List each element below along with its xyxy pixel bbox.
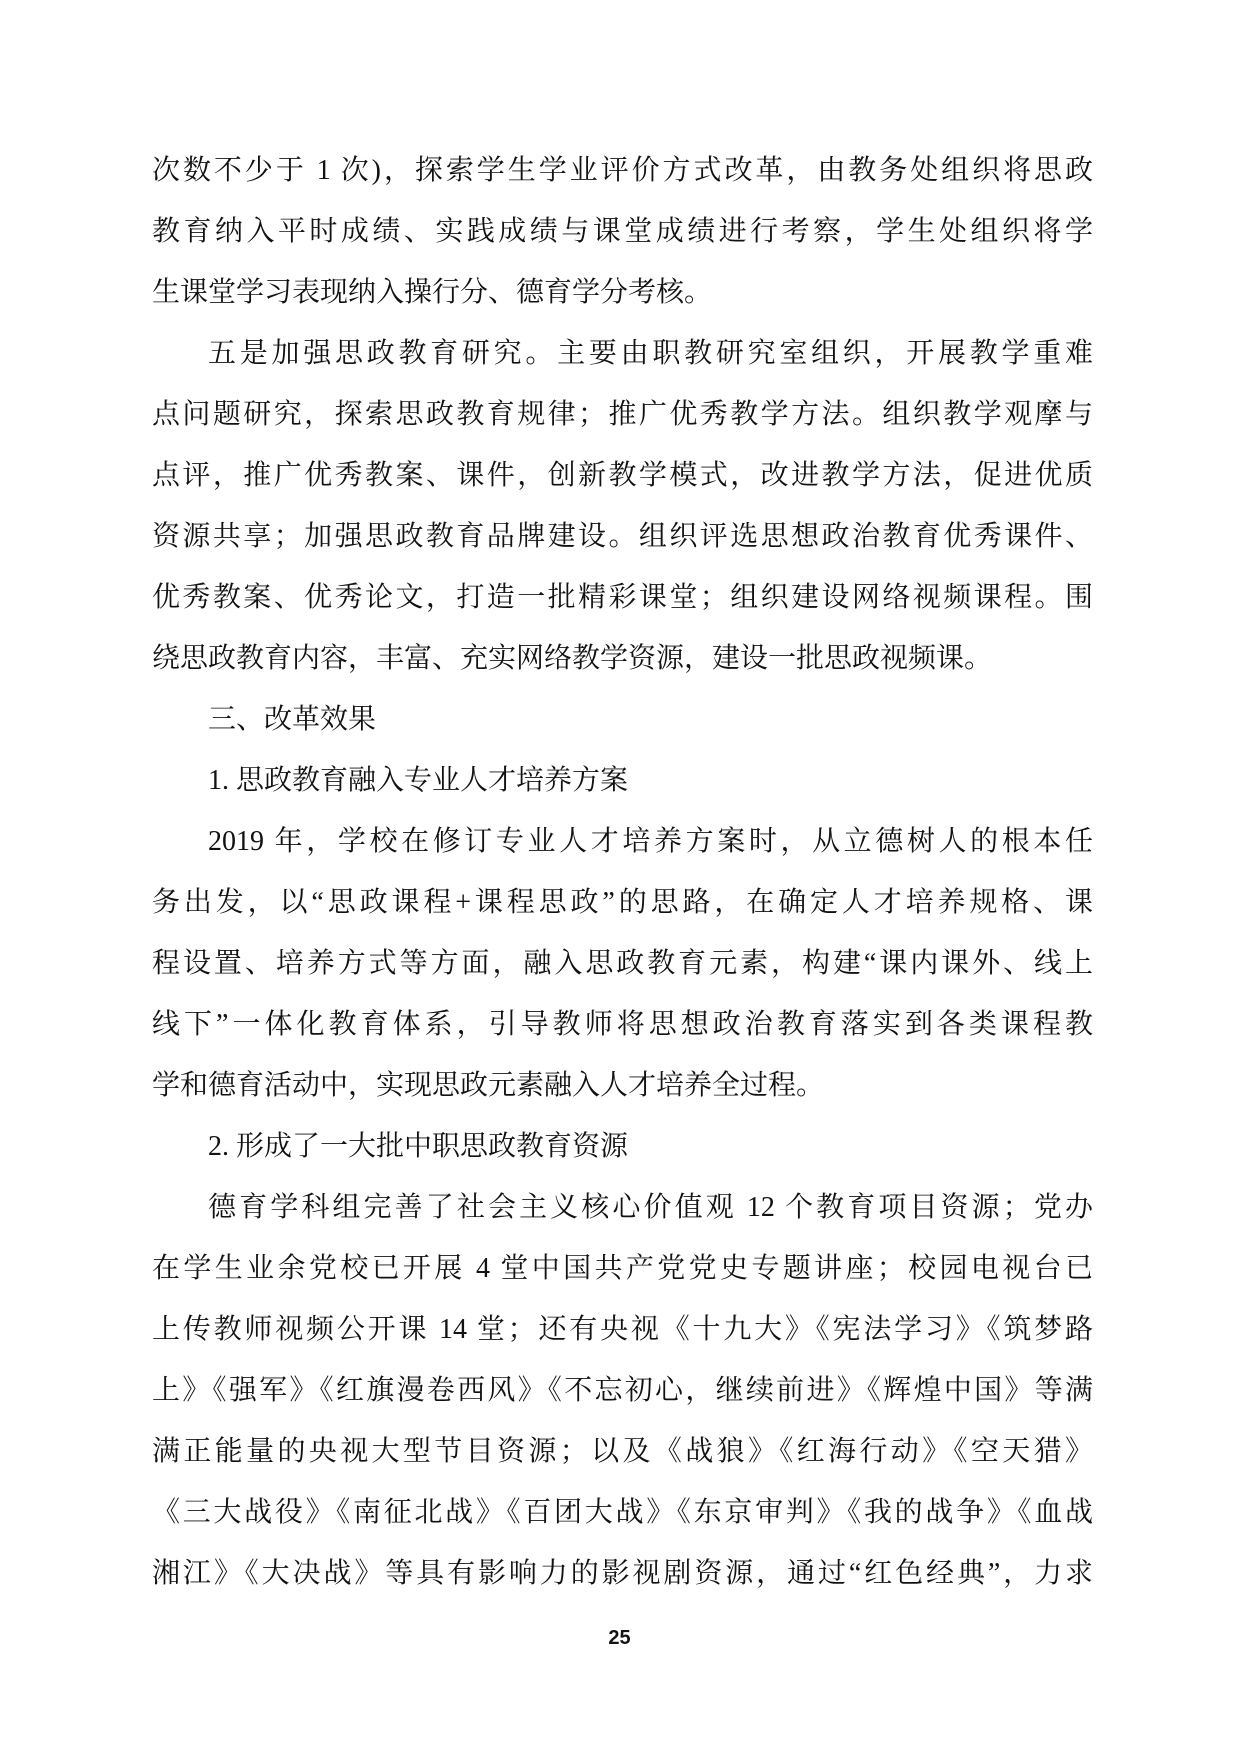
text-line: 资源共享；加强思政教育品牌建设。组织评选思想政治教育优秀课件、 [152, 521, 1093, 552]
text-line: 程设置、培养方式等方面，融入思政教育元素，构建“课内课外、线上 [152, 948, 1093, 979]
text-line: 教育纳入平时成绩、实践成绩与课堂成绩进行考察，学生处组织将学 [152, 216, 1093, 247]
text-line: 点问题研究，探索思政教育规律；推广优秀教学方法。组织教学观摩与 [152, 399, 1093, 430]
document-text-block [152, 140, 1093, 1604]
text-line: 次数不少于 1 次)，探索学生学业评价方式改革，由教务处组织将思政 [152, 155, 1093, 186]
text-line: 2019 年，学校在修订专业人才培养方案时，从立德树人的根本任 [208, 826, 1093, 857]
text-line: 五是加强思政教育研究。主要由职教研究室组织，开展教学重难 [208, 338, 1093, 369]
text-line: 点评，推广优秀教案、课件，创新教学模式，改进教学方法，促进优质 [152, 460, 1093, 491]
text-line: 满正能量的央视大型节目资源；以及《战狼》《红海行动》《空天猎》 [152, 1436, 1093, 1467]
text-line: 德育学科组完善了社会主义核心价值观 12 个教育项目资源；党办 [208, 1192, 1093, 1223]
text-line: 上传教师视频公开课 14 堂；还有央视《十九大》《宪法学习》《筑梦路 [152, 1314, 1093, 1345]
subsection-heading: 2. 形成了一大批中职思政教育资源 [208, 1131, 629, 1162]
text-line: 学和德育活动中，实现思政元素融入人才培养全过程。 [152, 1070, 825, 1101]
text-line: 在学生业余党校已开展 4 堂中国共产党党史专题讲座；校园电视台已 [152, 1253, 1093, 1284]
section-heading: 三、改革效果 [208, 704, 377, 735]
text-line: 优秀教案、优秀论文，打造一批精彩课堂；组织建设网络视频课程。围 [152, 582, 1093, 613]
text-line: 《三大战役》《南征北战》《百团大战》《东京审判》《我的战争》《血战 [152, 1497, 1093, 1528]
text-line: 务出发，以“思政课程+课程思政”的思路，在确定人才培养规格、课 [152, 887, 1093, 918]
text-line: 线下”一体化教育体系，引导教师将思想政治教育落实到各类课程教 [152, 1009, 1093, 1040]
subsection-heading: 1. 思政教育融入专业人才培养方案 [208, 765, 629, 796]
text-line: 上》《强军》《红旗漫卷西风》《不忘初心，继续前进》《辉煌中国》等满 [152, 1375, 1093, 1406]
text-line: 生课堂学习表现纳入操行分、德育学分考核。 [152, 277, 713, 308]
page-number: 25 [608, 1627, 631, 1649]
text-line: 湘江》《大决战》等具有影响力的影视剧资源，通过“红色经典”，力求 [152, 1558, 1093, 1589]
text-line: 绕思政教育内容，丰富、充实网络教学资源，建设一批思政视频课。 [152, 643, 993, 674]
